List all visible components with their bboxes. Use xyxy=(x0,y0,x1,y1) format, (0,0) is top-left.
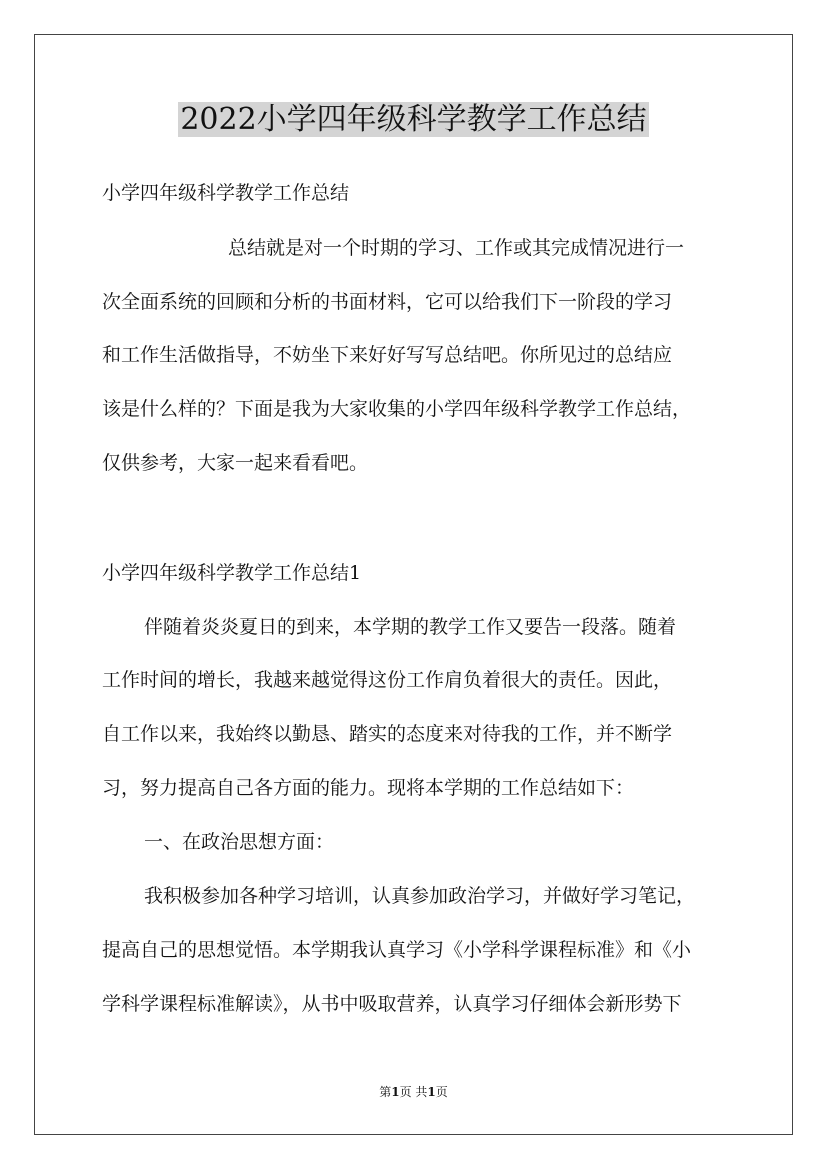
document-subtitle: 小学四年级科学教学工作总结 xyxy=(102,182,350,204)
document-title xyxy=(0,100,827,140)
page-footer xyxy=(0,1084,827,1100)
footer-page-mid: 页 共 xyxy=(399,1085,428,1099)
intro-line-2: 次全面系统的回顾和分析的书面材料，它可以给我们下一阶段的学习 xyxy=(102,291,673,313)
section-heading: 小学四年级科学教学工作总结1 xyxy=(102,562,362,584)
footer-page-suffix: 页 xyxy=(435,1085,448,1099)
footer-page-total: 1 xyxy=(427,1085,436,1099)
intro-line-1: 总结就是对一个时期的学习、工作或其完成情况进行一 xyxy=(228,237,685,259)
footer-page-prefix: 第 xyxy=(379,1085,392,1099)
para1-line-4: 习，努力提高自己各方面的能力。现将本学期的工作总结如下： xyxy=(102,777,635,799)
para2-line-2: 提高自己的思想觉悟。本学期我认真学习《小学科学课程标准》和《小 xyxy=(102,939,692,961)
footer-page-current: 1 xyxy=(391,1085,400,1099)
para2-line-3: 学科学课程标准解读》，从书中吸取营养，认真学习仔细体会新形势下 xyxy=(102,993,682,1015)
para2-line-1: 我积极参加各种学习培训，认真参加政治学习，并做好学习笔记， xyxy=(144,885,696,907)
document-title-text: 2022小学四年级科学教学工作总结 xyxy=(180,102,647,137)
intro-line-3: 和工作生活做指导，不妨坐下来好好写写总结吧。你所见过的总结应 xyxy=(102,344,673,366)
para1-line-1: 伴随着炎炎夏日的到来，本学期的教学工作又要告一段落。随着 xyxy=(144,616,677,638)
intro-line-4: 该是什么样的？下面是我为大家收集的小学四年级科学教学工作总结， xyxy=(102,398,692,420)
para1-line-3: 自工作以来，我始终以勤恳、踏实的态度来对待我的工作，并不断学 xyxy=(102,723,673,745)
point1-heading: 一、在政治思想方面： xyxy=(144,831,335,853)
para1-line-2: 工作时间的增长，我越来越觉得这份工作肩负着很大的责任。因此， xyxy=(102,669,673,691)
intro-line-5: 仅供参考，大家一起来看看吧。 xyxy=(102,452,369,474)
